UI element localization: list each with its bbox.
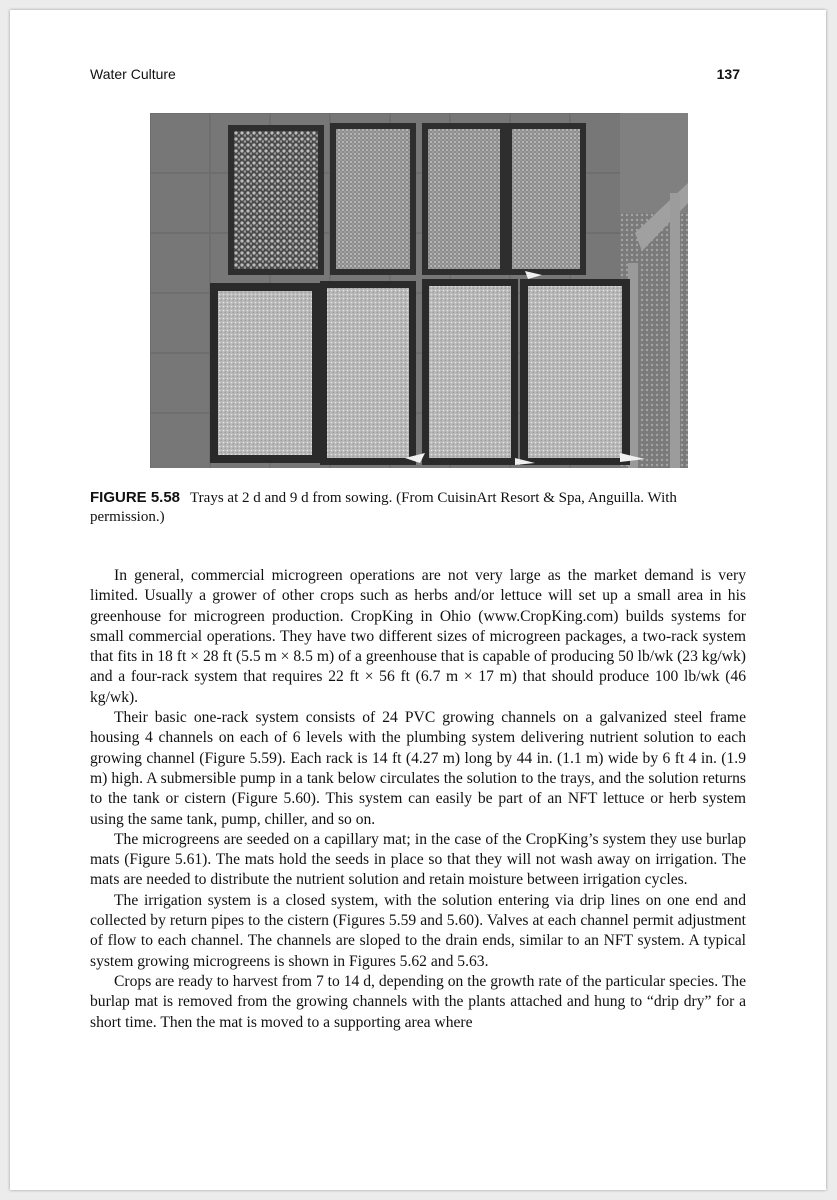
document-page <box>10 10 826 1190</box>
paragraph: Their basic one-rack system consists of 24 PVC growing channels on a galvanized steel frame housing 4 channels on each of 6 levels with the plumbing system delivering nutrient solution to each growing channel (Figure 5.59). Each rack is 14 ft (4.27 m) long by 44 in. (1.1 m) wide by 6 ft 4 in. (1.9 m) high. A submersible pump in a tank below circulates the solution to the trays, and the solution returns to the tank or cistern (Figure 5.60). This system can easily be part of an NFT lettuce or herb system using the same tank, pump, chiller, and so on. <box>90 709 746 828</box>
body-text <box>90 566 746 1033</box>
figure-label: FIGURE 5.58 <box>90 489 181 506</box>
figure-caption <box>90 488 746 527</box>
paragraph: The irrigation system is a closed system, with the solution entering via drip lines on one end and collected by return pipes to the cistern (Figures 5.59 and 5.60). Valves at each channel permit adjustment of flow to each channel. The channels are sloped to the drain ends, similar to an NFT system. A typical system growing microgreens is shown in Figures 5.62 and 5.63. <box>90 891 746 970</box>
page-number: 137 <box>716 66 740 82</box>
microgreen-trays-photo-icon <box>150 113 688 468</box>
figure-caption-text: Trays at 2 d and 9 d from sowing. (From CuisinArt Resort & Spa, Anguilla. With permission.) <box>90 490 677 525</box>
paragraph: The microgreens are seeded on a capillary mat; in the case of the CropKing’s system they use burlap mats (Figure 5.61). The mats hold the seeds in place so that they will not wash away on irrigation. The mats are needed to distribute the nutrient solution and retain moisture between irrigation cycles. <box>90 830 746 889</box>
running-header-title: Water Culture <box>90 66 176 82</box>
paragraph: In general, commercial microgreen operations are not very large as the market demand is very limited. Usually a grower of other crops such as herbs and/or lettuce will set up a small area in his greenhouse for microgreen production. CropKing in Ohio (www.CropKing.com) builds systems for small commercial operations. They have two different sizes of microgreen packages, a two-rack system that fits in 18 ft × 28 ft (5.5 m × 8.5 m) of a greenhouse that is capable of producing 50 lb/wk (23 kg/wk) and a four-rack system that requires 22 ft × 56 ft (6.7 m × 17 m) that should produce 100 lb/wk (46 kg/wk). <box>90 567 746 706</box>
paragraph: Crops are ready to harvest from 7 to 14 d, depending on the growth rate of the particular species. The burlap mat is removed from the growing channels with the plants attached and hung to “drip dry” for a short time. Then the mat is moved to a supporting area where <box>90 972 746 1031</box>
figure-photo <box>150 113 688 468</box>
